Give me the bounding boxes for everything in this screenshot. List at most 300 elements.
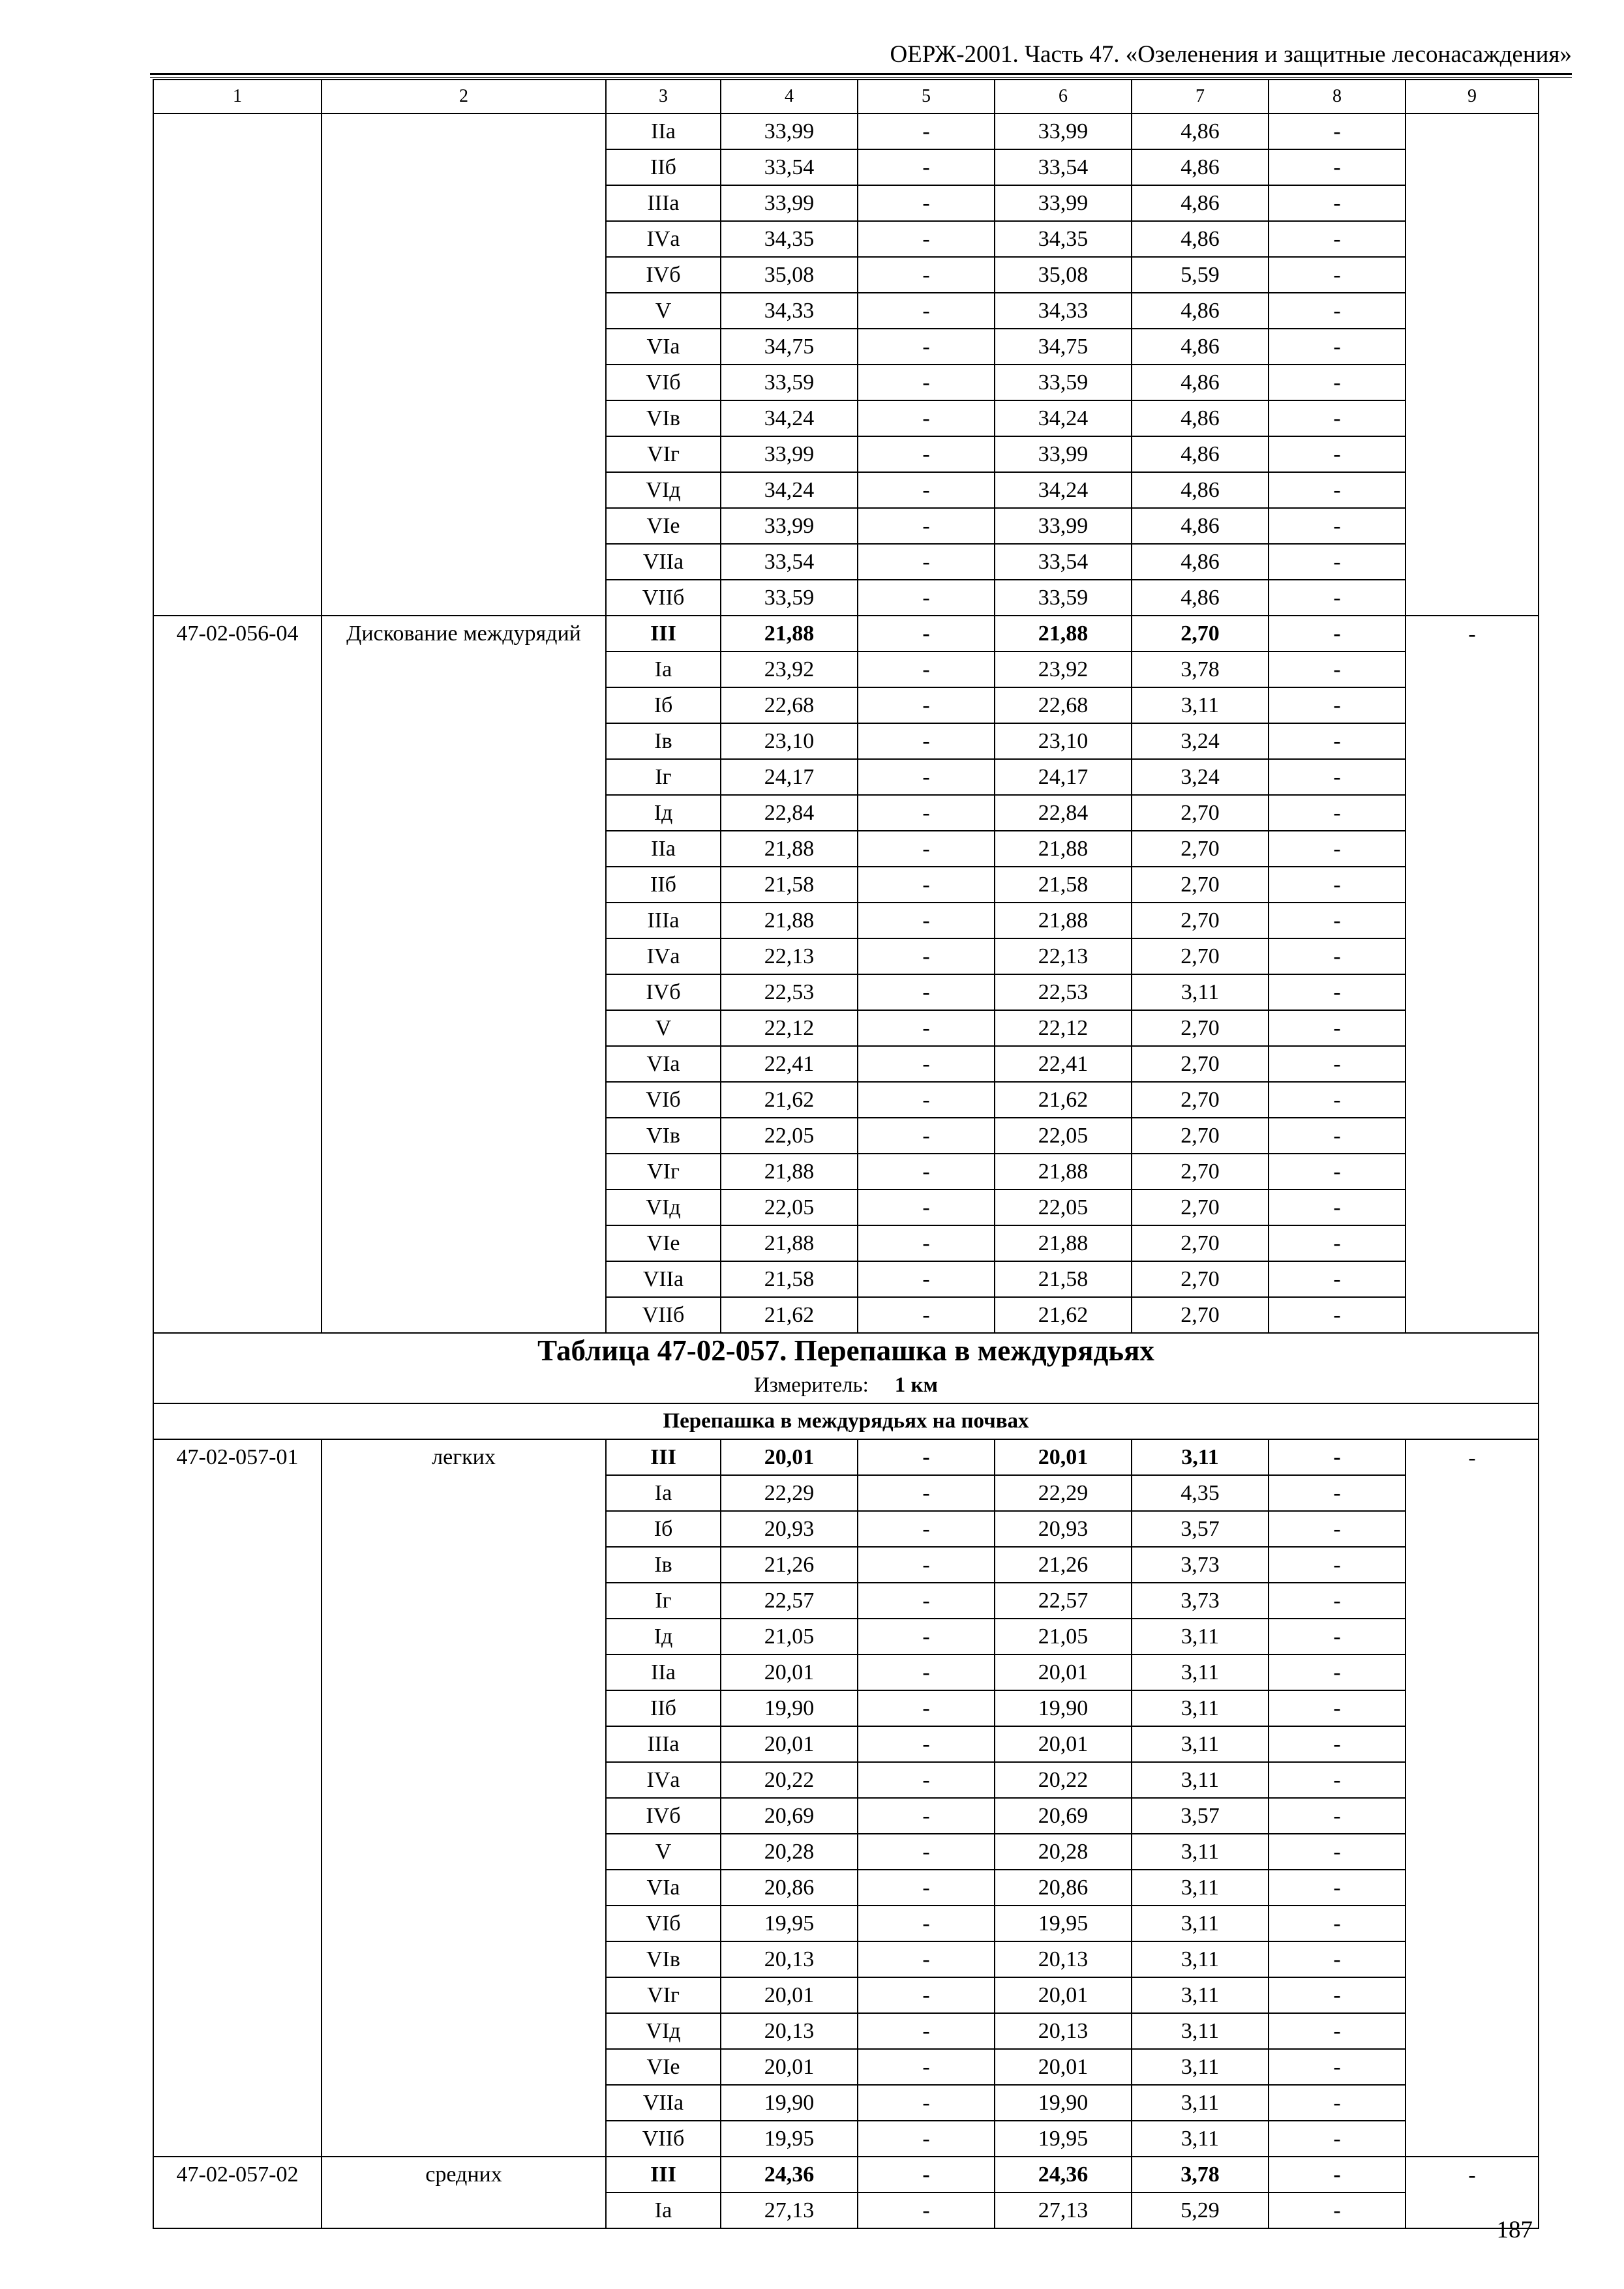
zone-cell: VIв: [606, 1118, 721, 1154]
value-cell: 23,10: [995, 723, 1132, 759]
table-row: [153, 723, 1539, 759]
code-cell: [153, 257, 322, 293]
value-cell: -: [858, 1726, 995, 1762]
name-cell: [322, 1154, 606, 1189]
value-cell: 33,99: [995, 508, 1132, 544]
value-cell: 5,59: [1132, 257, 1269, 293]
name-cell: [322, 293, 606, 329]
zone-cell: VIе: [606, 2049, 721, 2085]
value-cell: 21,26: [995, 1547, 1132, 1583]
code-cell: [153, 938, 322, 974]
col9-cell: [1406, 1690, 1539, 1726]
value-cell: 4,86: [1132, 149, 1269, 185]
value-cell: 3,11: [1132, 1654, 1269, 1690]
table-row: [153, 1941, 1539, 1977]
code-cell: [153, 365, 322, 400]
col9-cell: -: [1406, 616, 1539, 651]
zone-cell: VIа: [606, 329, 721, 365]
col9-cell: [1406, 867, 1539, 903]
zone-cell: IIIа: [606, 903, 721, 938]
value-cell: 3,11: [1132, 1726, 1269, 1762]
col9-cell: [1406, 1511, 1539, 1547]
value-cell: 3,11: [1132, 687, 1269, 723]
table-row: [153, 1690, 1539, 1726]
col9-cell: [1406, 185, 1539, 221]
col9-cell: [1406, 1475, 1539, 1511]
zone-cell: VIIа: [606, 544, 721, 580]
value-cell: 2,70: [1132, 795, 1269, 831]
code-cell: [153, 2013, 322, 2049]
value-cell: -: [858, 867, 995, 903]
header-rule-thin: [150, 77, 1572, 78]
name-cell: [322, 1547, 606, 1583]
value-cell: 19,90: [995, 2085, 1132, 2121]
value-cell: -: [858, 1046, 995, 1082]
zone-cell: Iб: [606, 687, 721, 723]
name-cell: [322, 508, 606, 544]
col9-cell: [1406, 149, 1539, 185]
value-cell: 21,58: [995, 1261, 1132, 1297]
value-cell: 23,10: [721, 723, 858, 759]
name-cell: [322, 974, 606, 1010]
column-number: 3: [606, 80, 721, 113]
zone-cell: VIа: [606, 1870, 721, 1906]
zone-cell: Iв: [606, 1547, 721, 1583]
code-cell: [153, 1010, 322, 1046]
code-cell: [153, 1870, 322, 1906]
table-row: [153, 1654, 1539, 1690]
col9-cell: [1406, 1906, 1539, 1941]
col9-cell: [1406, 759, 1539, 795]
name-cell: [322, 185, 606, 221]
value-cell: -: [1269, 651, 1406, 687]
value-cell: -: [1269, 1118, 1406, 1154]
value-cell: -: [1269, 2085, 1406, 2121]
table-row: [153, 687, 1539, 723]
value-cell: -: [858, 1082, 995, 1118]
value-cell: 2,70: [1132, 1010, 1269, 1046]
value-cell: 22,29: [995, 1475, 1132, 1511]
table-row: [153, 1583, 1539, 1619]
value-cell: -: [1269, 1834, 1406, 1870]
name-cell: [322, 2121, 606, 2157]
zone-cell: Iг: [606, 759, 721, 795]
value-cell: 34,24: [995, 400, 1132, 436]
value-cell: -: [858, 472, 995, 508]
col9-cell: [1406, 400, 1539, 436]
value-cell: 35,08: [721, 257, 858, 293]
zone-cell: VIв: [606, 1941, 721, 1977]
zone-cell: IIа: [606, 831, 721, 867]
value-cell: 20,01: [995, 1654, 1132, 1690]
value-cell: -: [1269, 1762, 1406, 1798]
value-cell: 20,01: [995, 1977, 1132, 2013]
value-cell: -: [858, 1690, 995, 1726]
value-cell: -: [1269, 1547, 1406, 1583]
value-cell: -: [858, 257, 995, 293]
name-cell: [322, 1762, 606, 1798]
value-cell: 22,41: [995, 1046, 1132, 1082]
code-cell: [153, 1547, 322, 1583]
table-row: [153, 651, 1539, 687]
value-cell: 33,99: [721, 436, 858, 472]
value-cell: -: [858, 1297, 995, 1333]
zone-cell: VIд: [606, 1189, 721, 1225]
value-cell: -: [858, 1439, 995, 1475]
zone-cell: VIг: [606, 1154, 721, 1189]
page-header: ОЕРЖ-2001. Часть 47. «Озеленения и защитные лесонасаждения»: [890, 41, 1572, 68]
col9-cell: -: [1406, 2157, 1539, 2192]
zone-cell: VIб: [606, 1906, 721, 1941]
value-cell: 21,88: [995, 831, 1132, 867]
value-cell: -: [858, 1154, 995, 1189]
value-cell: -: [1269, 1297, 1406, 1333]
value-cell: 3,11: [1132, 1834, 1269, 1870]
value-cell: 3,11: [1132, 974, 1269, 1010]
value-cell: 22,84: [995, 795, 1132, 831]
value-cell: -: [858, 2049, 995, 2085]
value-cell: -: [1269, 2157, 1406, 2192]
table-row: [153, 1906, 1539, 1941]
value-cell: -: [858, 1010, 995, 1046]
table-row: [153, 1225, 1539, 1261]
measure-cell: [153, 1368, 1539, 1403]
value-cell: -: [858, 1762, 995, 1798]
value-cell: 20,69: [995, 1798, 1132, 1834]
code-cell: [153, 1654, 322, 1690]
name-cell: [322, 1118, 606, 1154]
name-cell: [322, 1726, 606, 1762]
value-cell: -: [858, 1870, 995, 1906]
value-cell: -: [1269, 974, 1406, 1010]
name-cell: легких: [322, 1439, 606, 1475]
value-cell: -: [1269, 329, 1406, 365]
value-cell: 3,11: [1132, 2121, 1269, 2157]
name-cell: [322, 1798, 606, 1834]
code-cell: [153, 1154, 322, 1189]
value-cell: 33,54: [721, 149, 858, 185]
zone-cell: Iа: [606, 1475, 721, 1511]
value-cell: -: [1269, 1977, 1406, 2013]
name-cell: [322, 2049, 606, 2085]
value-cell: 22,05: [721, 1189, 858, 1225]
value-cell: -: [1269, 1798, 1406, 1834]
col9-cell: [1406, 1762, 1539, 1798]
value-cell: 21,62: [721, 1297, 858, 1333]
col9-cell: [1406, 1977, 1539, 2013]
zone-cell: VIIб: [606, 1297, 721, 1333]
col9-cell: [1406, 651, 1539, 687]
table-row: [153, 365, 1539, 400]
code-cell: [153, 2049, 322, 2085]
code-cell: [153, 1798, 322, 1834]
value-cell: -: [858, 1619, 995, 1654]
table-row: [153, 2013, 1539, 2049]
value-cell: -: [1269, 2013, 1406, 2049]
column-number-row: [153, 80, 1539, 113]
zone-cell: Iа: [606, 2192, 721, 2228]
table-row: [153, 1977, 1539, 2013]
column-number: 6: [995, 80, 1132, 113]
code-cell: [153, 1690, 322, 1726]
zone-cell: IVб: [606, 974, 721, 1010]
zone-cell: V: [606, 1010, 721, 1046]
name-cell: [322, 903, 606, 938]
code-cell: [153, 149, 322, 185]
value-cell: -: [858, 580, 995, 616]
value-cell: -: [858, 293, 995, 329]
measure-label: Измеритель:: [753, 1373, 869, 1397]
name-cell: [322, 1834, 606, 1870]
code-cell: [153, 2121, 322, 2157]
table-row: [153, 2085, 1539, 2121]
zone-cell: VIг: [606, 436, 721, 472]
col9-cell: [1406, 1798, 1539, 1834]
col9-cell: [1406, 1654, 1539, 1690]
col9-cell: [1406, 938, 1539, 974]
value-cell: 22,53: [721, 974, 858, 1010]
col9-cell: [1406, 1619, 1539, 1654]
value-cell: 2,70: [1132, 1082, 1269, 1118]
table-row: [153, 1010, 1539, 1046]
table-row: [153, 2049, 1539, 2085]
value-cell: 33,59: [995, 365, 1132, 400]
value-cell: -: [1269, 2192, 1406, 2228]
value-cell: -: [1269, 149, 1406, 185]
value-cell: -: [1269, 1583, 1406, 1619]
col9-cell: -: [1406, 1439, 1539, 1475]
col9-cell: [1406, 1941, 1539, 1977]
value-cell: -: [1269, 1511, 1406, 1547]
table-row: [153, 221, 1539, 257]
code-cell: [153, 651, 322, 687]
value-cell: -: [858, 2157, 995, 2192]
name-cell: [322, 1941, 606, 1977]
value-cell: -: [858, 365, 995, 400]
code-cell: 47-02-057-02: [153, 2157, 322, 2192]
value-cell: -: [858, 651, 995, 687]
col9-cell: [1406, 472, 1539, 508]
value-cell: 21,62: [995, 1082, 1132, 1118]
code-cell: [153, 472, 322, 508]
zone-cell: IIIа: [606, 1726, 721, 1762]
value-cell: 4,86: [1132, 221, 1269, 257]
code-cell: [153, 974, 322, 1010]
value-cell: 34,75: [721, 329, 858, 365]
name-cell: [322, 400, 606, 436]
value-cell: -: [858, 903, 995, 938]
name-cell: [322, 149, 606, 185]
value-cell: -: [858, 185, 995, 221]
header-rule: [150, 73, 1572, 75]
col9-cell: [1406, 436, 1539, 472]
value-cell: 33,99: [995, 436, 1132, 472]
value-cell: -: [1269, 1906, 1406, 1941]
table-title-row: [153, 1333, 1539, 1368]
value-cell: 19,90: [721, 1690, 858, 1726]
table-row: [153, 329, 1539, 365]
value-cell: -: [1269, 1439, 1406, 1475]
name-cell: Дискование междурядий: [322, 616, 606, 651]
value-cell: 27,13: [721, 2192, 858, 2228]
value-cell: 34,35: [721, 221, 858, 257]
zone-cell: IVа: [606, 221, 721, 257]
col9-cell: [1406, 365, 1539, 400]
table-row: [153, 472, 1539, 508]
value-cell: -: [858, 1906, 995, 1941]
value-cell: 33,99: [995, 113, 1132, 149]
value-cell: -: [1269, 2049, 1406, 2085]
name-cell: [322, 580, 606, 616]
code-cell: [153, 1511, 322, 1547]
table-row: [153, 185, 1539, 221]
value-cell: 19,90: [721, 2085, 858, 2121]
value-cell: 2,70: [1132, 938, 1269, 974]
value-cell: -: [1269, 1010, 1406, 1046]
value-cell: 4,86: [1132, 329, 1269, 365]
value-cell: 20,86: [721, 1870, 858, 1906]
code-cell: [153, 1475, 322, 1511]
code-cell: [153, 687, 322, 723]
col9-cell: [1406, 1726, 1539, 1762]
value-cell: 3,57: [1132, 1511, 1269, 1547]
value-cell: 21,88: [721, 1225, 858, 1261]
table-row: [153, 1082, 1539, 1118]
col9-cell: [1406, 2121, 1539, 2157]
value-cell: -: [1269, 831, 1406, 867]
value-cell: 4,86: [1132, 508, 1269, 544]
value-cell: 21,58: [995, 867, 1132, 903]
value-cell: -: [858, 113, 995, 149]
value-cell: -: [858, 974, 995, 1010]
zone-cell: VIIб: [606, 2121, 721, 2157]
zone-cell: VIб: [606, 1082, 721, 1118]
code-cell: [153, 903, 322, 938]
table-row: [153, 974, 1539, 1010]
code-cell: [153, 400, 322, 436]
col9-cell: [1406, 1261, 1539, 1297]
zone-cell: VIIа: [606, 2085, 721, 2121]
col9-cell: [1406, 1118, 1539, 1154]
code-cell: [153, 221, 322, 257]
zone-cell: Iд: [606, 1619, 721, 1654]
col9-cell: [1406, 974, 1539, 1010]
value-cell: 3,11: [1132, 1619, 1269, 1654]
table-row: [153, 1870, 1539, 1906]
col9-cell: [1406, 1870, 1539, 1906]
table-row: [153, 436, 1539, 472]
name-cell: [322, 221, 606, 257]
zone-cell: VIд: [606, 472, 721, 508]
value-cell: -: [858, 759, 995, 795]
value-cell: 24,36: [721, 2157, 858, 2192]
value-cell: 4,86: [1132, 580, 1269, 616]
name-cell: [322, 1977, 606, 2013]
value-cell: 2,70: [1132, 1046, 1269, 1082]
value-cell: 19,95: [721, 1906, 858, 1941]
name-cell: [322, 365, 606, 400]
value-cell: 2,70: [1132, 1261, 1269, 1297]
zone-cell: III: [606, 2157, 721, 2192]
zone-cell: VIIа: [606, 1261, 721, 1297]
value-cell: 20,69: [721, 1798, 858, 1834]
zone-cell: Iб: [606, 1511, 721, 1547]
value-cell: -: [858, 1118, 995, 1154]
value-cell: -: [858, 1583, 995, 1619]
name-cell: [322, 723, 606, 759]
value-cell: 4,86: [1132, 185, 1269, 221]
value-cell: 20,13: [721, 1941, 858, 1977]
subheading: Перепашка в междурядьях на почвах: [153, 1403, 1539, 1439]
col9-cell: [1406, 1834, 1539, 1870]
code-cell: [153, 580, 322, 616]
name-cell: [322, 472, 606, 508]
column-number: 2: [322, 80, 606, 113]
name-cell: [322, 1261, 606, 1297]
value-cell: -: [1269, 508, 1406, 544]
value-cell: 22,57: [995, 1583, 1132, 1619]
name-cell: [322, 1010, 606, 1046]
value-cell: -: [1269, 1261, 1406, 1297]
value-cell: -: [858, 687, 995, 723]
value-cell: -: [858, 1261, 995, 1297]
zone-cell: IVб: [606, 1798, 721, 1834]
table-row: [153, 867, 1539, 903]
code-cell: [153, 293, 322, 329]
value-cell: 21,88: [721, 616, 858, 651]
code-cell: [153, 1118, 322, 1154]
value-cell: -: [1269, 1225, 1406, 1261]
name-cell: [322, 436, 606, 472]
value-cell: 24,36: [995, 2157, 1132, 2192]
value-cell: -: [1269, 1619, 1406, 1654]
name-cell: [322, 1475, 606, 1511]
value-cell: -: [858, 795, 995, 831]
name-cell: [322, 544, 606, 580]
value-cell: 33,99: [721, 185, 858, 221]
zone-cell: VIе: [606, 1225, 721, 1261]
col9-cell: [1406, 2085, 1539, 2121]
value-cell: -: [1269, 185, 1406, 221]
value-cell: 33,99: [721, 113, 858, 149]
value-cell: -: [1269, 687, 1406, 723]
code-cell: 47-02-057-01: [153, 1439, 322, 1475]
code-cell: [153, 1619, 322, 1654]
table-row: [153, 616, 1539, 651]
col9-cell: [1406, 1547, 1539, 1583]
value-cell: 34,35: [995, 221, 1132, 257]
value-cell: 21,05: [995, 1619, 1132, 1654]
col9-cell: [1406, 293, 1539, 329]
column-number: 1: [153, 80, 322, 113]
zone-cell: IIб: [606, 149, 721, 185]
table-row: [153, 257, 1539, 293]
value-cell: 33,54: [995, 544, 1132, 580]
code-cell: [153, 831, 322, 867]
value-cell: -: [1269, 1082, 1406, 1118]
value-cell: 2,70: [1132, 1297, 1269, 1333]
name-cell: [322, 1189, 606, 1225]
zone-cell: III: [606, 616, 721, 651]
col9-cell: [1406, 723, 1539, 759]
value-cell: 22,05: [995, 1118, 1132, 1154]
table-row: [153, 1261, 1539, 1297]
col9-cell: [1406, 221, 1539, 257]
value-cell: 3,73: [1132, 1547, 1269, 1583]
value-cell: 33,54: [995, 149, 1132, 185]
value-cell: 2,70: [1132, 1154, 1269, 1189]
table-row: [153, 1297, 1539, 1333]
